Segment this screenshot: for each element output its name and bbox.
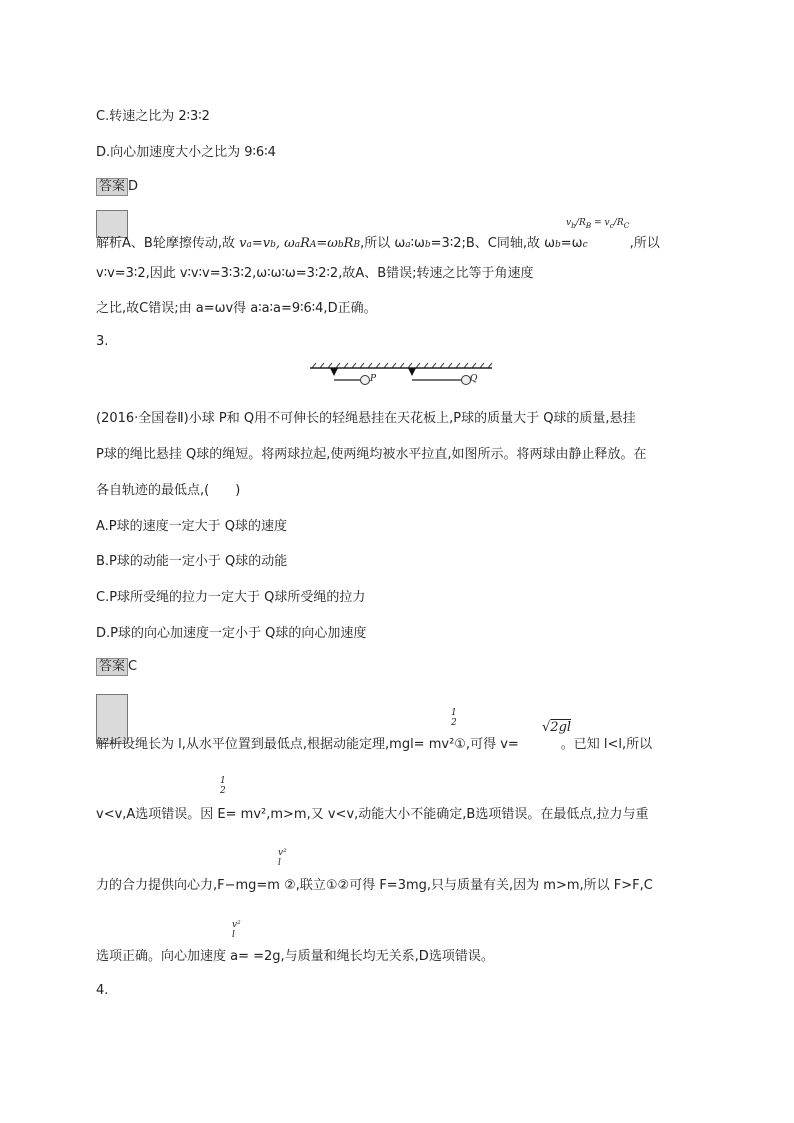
analysis-text-c: =3∶2;B、C同轴,故 ω	[430, 236, 556, 251]
q2-option-c: C.转速之比为 2∶3∶2	[96, 109, 210, 124]
q3-analysis-line2: v<v,A选项错误。因 E= mv²,m>m,又 v<v,动能大小不能确定,B选项错误。在最低点,拉力与重	[96, 807, 649, 822]
q2-answer	[96, 178, 138, 196]
answer-value: D	[128, 179, 139, 194]
analysis-text-d: ,所以	[629, 236, 660, 251]
label-p: P	[370, 374, 377, 384]
q3-stem-2: P球的绳比悬挂 Q球的绳短。将两球拉起,使两绳均被水平拉直,如图所示。将两球由静止释放。在	[96, 447, 647, 462]
q3-option-c: C.P球所受绳的拉力一定大于 Q球所受绳的拉力	[96, 590, 366, 605]
formula-va-vb: va=vb, ωaRA=ωbRB	[239, 236, 361, 251]
q4-number: 4.	[96, 983, 109, 998]
analysis-label: 解析	[96, 236, 123, 251]
q2-option-d: D.向心加速度大小之比为 9∶6∶4	[96, 145, 276, 160]
analysis-label: 解析	[96, 737, 123, 752]
q2-analysis-line1: 解析A、B轮摩擦传动,故 va=vb, ωaRA=ωbRB,所以 ωa∶ωb=3∶2;B、C同轴,故 ωb=ωc ,所以	[96, 236, 660, 251]
q3-option-b: B.P球的动能一定小于 Q球的动能	[96, 554, 288, 569]
fraction-vb-rb: $v_b/R_B = v_c/R_C$	[566, 218, 630, 230]
fraction-half-2: 1 2	[220, 776, 226, 796]
q3-stem-1: (2016·全国卷Ⅱ)小球 P和 Q用不可伸长的轻绳悬挂在天花板上,P球的质量大于 Q球的质量,悬挂	[96, 411, 636, 426]
analysis-text-1-end: 。已知 l<l,所以	[560, 737, 653, 752]
fraction-half: 1 2	[451, 708, 457, 728]
q3-option-d: D.P球的向心加速度一定小于 Q球的向心加速度	[96, 626, 367, 641]
q3-option-a: A.P球的速度一定大于 Q球的速度	[96, 519, 288, 534]
q3-answer	[96, 658, 137, 676]
q3-analysis-line1	[96, 733, 652, 752]
analysis-text-1: 设绳长为 l,从水平位置到最低点,根据动能定理,mgl= mv²①,可得 v=	[122, 737, 519, 752]
analysis-text-a: A、B轮摩擦传动,故	[122, 236, 240, 251]
answer-label: 答案	[96, 658, 128, 676]
answer-label: 答案	[96, 178, 128, 196]
q3-number: 3.	[96, 334, 109, 349]
fraction-v2-l-2: v² l	[232, 920, 241, 940]
q3-stem-3: 各自轨迹的最低点,( )	[96, 483, 241, 498]
q2-analysis-line2: v∶v=3∶2,因此 v∶v∶v=3∶3∶2,ω∶ω∶ω=3∶2∶2,故A、B错误;转速之比等于角速度	[96, 266, 534, 281]
analysis-text-b: ,所以 ω	[360, 236, 406, 251]
q3-analysis-line3: 力的合力提供向心力,F−mg=m ②,联立①②可得 F=3mg,只与质量有关,因为 m>m,所以 F>F,C	[96, 878, 653, 893]
fraction-v2-l: v² l	[278, 848, 287, 868]
label-q: Q	[470, 374, 478, 384]
sqrt-2gl: √2gl	[542, 720, 572, 735]
answer-value: C	[128, 659, 138, 674]
q3-analysis-line4: 选项正确。向心加速度 a= =2g,与质量和绳长均无关系,D选项错误。	[96, 949, 494, 964]
q2-analysis-line3: 之比,故C错误;由 a=ωv得 a∶a∶a=9∶6∶4,D正确。	[96, 301, 377, 316]
